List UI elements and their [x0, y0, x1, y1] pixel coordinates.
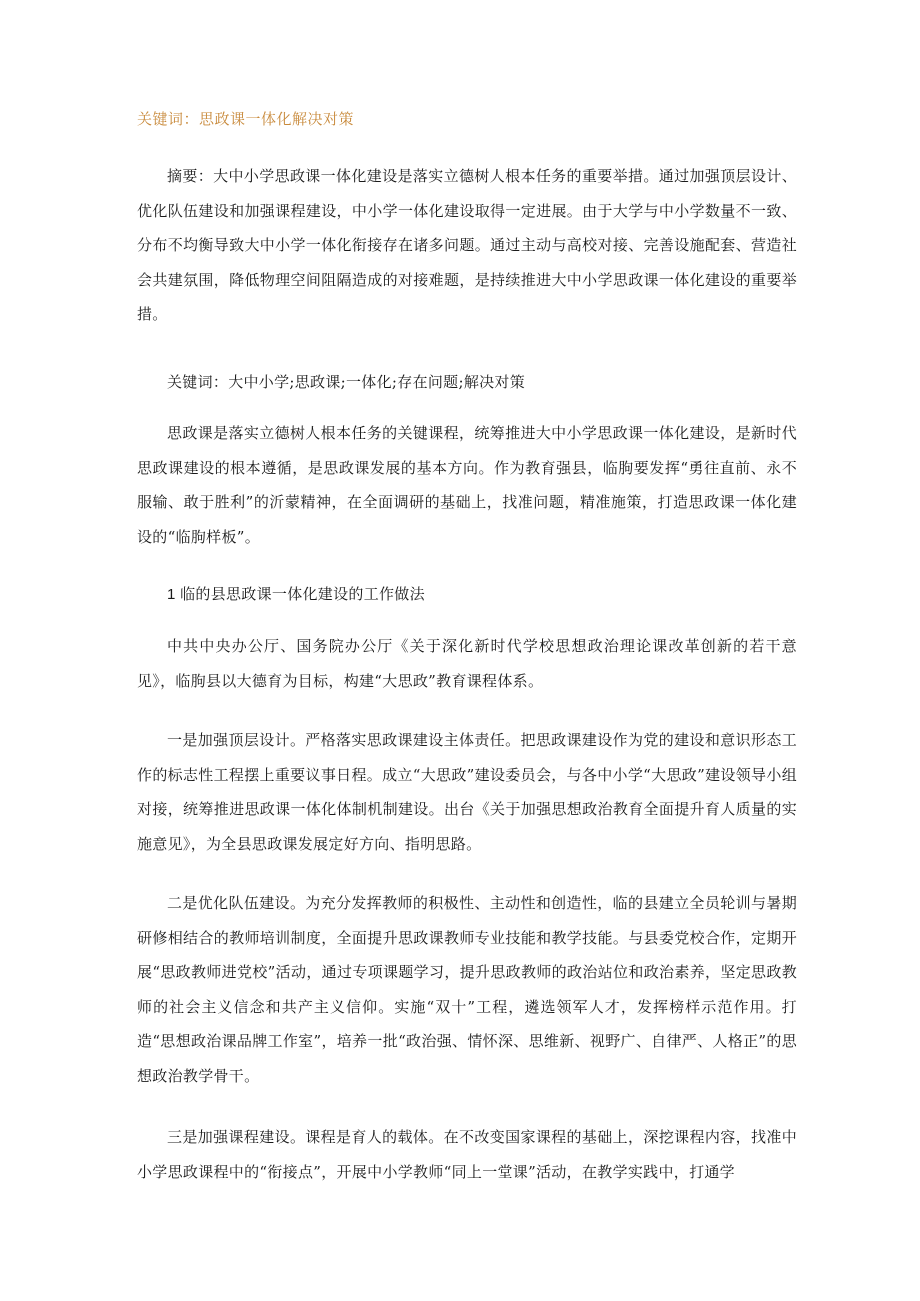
section-intro-paragraph: 中共中央办公厅、国务院办公厅《关于深化新时代学校思想政治理论课改革创新的若干意见》，临朐县以大德育为目标，构建“大思政”教育课程体系。	[137, 637, 797, 690]
section-heading: 1 临的县思政课一体化建设的工作做法	[167, 586, 425, 603]
header-keywords: 关键词：思政课一体化解决对策	[137, 110, 355, 128]
item-one-paragraph: 一是加强顶层设计。严格落实思政课建设主体责任。把思政课建设作为党的建设和意识形态工作的标志性工程摆上重要议事日程。成立“大思政”建设委员会，与各中小学“大思政”建设领导小组对接，统筹推进思政课一体化体制机制建设。出台《关于加强思想政治教育全面提升育人质量的实施意见》，为全县思政课发展定好方向、指明思路。	[137, 731, 797, 853]
keywords-paragraph: 关键词：大中小学;思政课;一体化;存在问题;解决对策	[167, 373, 526, 391]
intro-paragraph: 思政课是落实立德树人根本任务的关键课程，统筹推进大中小学思政课一体化建设，是新时代思政课建设的根本遵循，是思政课发展的基本方向。作为教育强县，临朐要发挥“勇往直前、永不服输、敢于胜利”的沂蒙精神，在全面调研的基础上，找准问题，精准施策，打造思政课一体化建设的“临朐样板”。	[137, 424, 797, 546]
abstract-paragraph: 摘要：大中小学思政课一体化建设是落实立德树人根本任务的重要举措。通过加强顶层设计、优化队伍建设和加强课程建设，中小学一体化建设取得一定进展。由于大学与中小学数量不一致、分布不均衡导致大中小学一体化衔接存在诸多问题。通过主动与高校对接、完善设施配套、营造社会共建氛围，降低物理空间阻隔造成的对接难题，是持续推进大中小学思政课一体化建设的重要举措。	[137, 167, 797, 323]
item-two-paragraph: 二是优化队伍建设。为充分发挥教师的积极性、主动性和创造性，临的县建立全员轮训与暑期研修相结合的教师培训制度，全面提升思政课教师专业技能和教学技能。与县委党校合作，定期开展“思政教师进党校”活动，通过专项课题学习，提升思政教师的政治站位和政治素养，坚定思政教师的社会主义信念和共产主义信仰。实施“双十”工程，遴选领军人才，发挥榜样示范作用。打造“思想政治课品牌工作室”，培养一批“政治强、情怀深、思维新、视野广、自律严、人格正”的思想政治教学骨干。	[137, 894, 797, 1085]
item-three-paragraph: 三是加强课程建设。课程是育人的载体。在不改变国家课程的基础上，深挖课程内容，找准中小学思政课程中的“衔接点”，开展中小学教师“同上一堂课”活动，在教学实践中，打通学	[137, 1128, 797, 1181]
